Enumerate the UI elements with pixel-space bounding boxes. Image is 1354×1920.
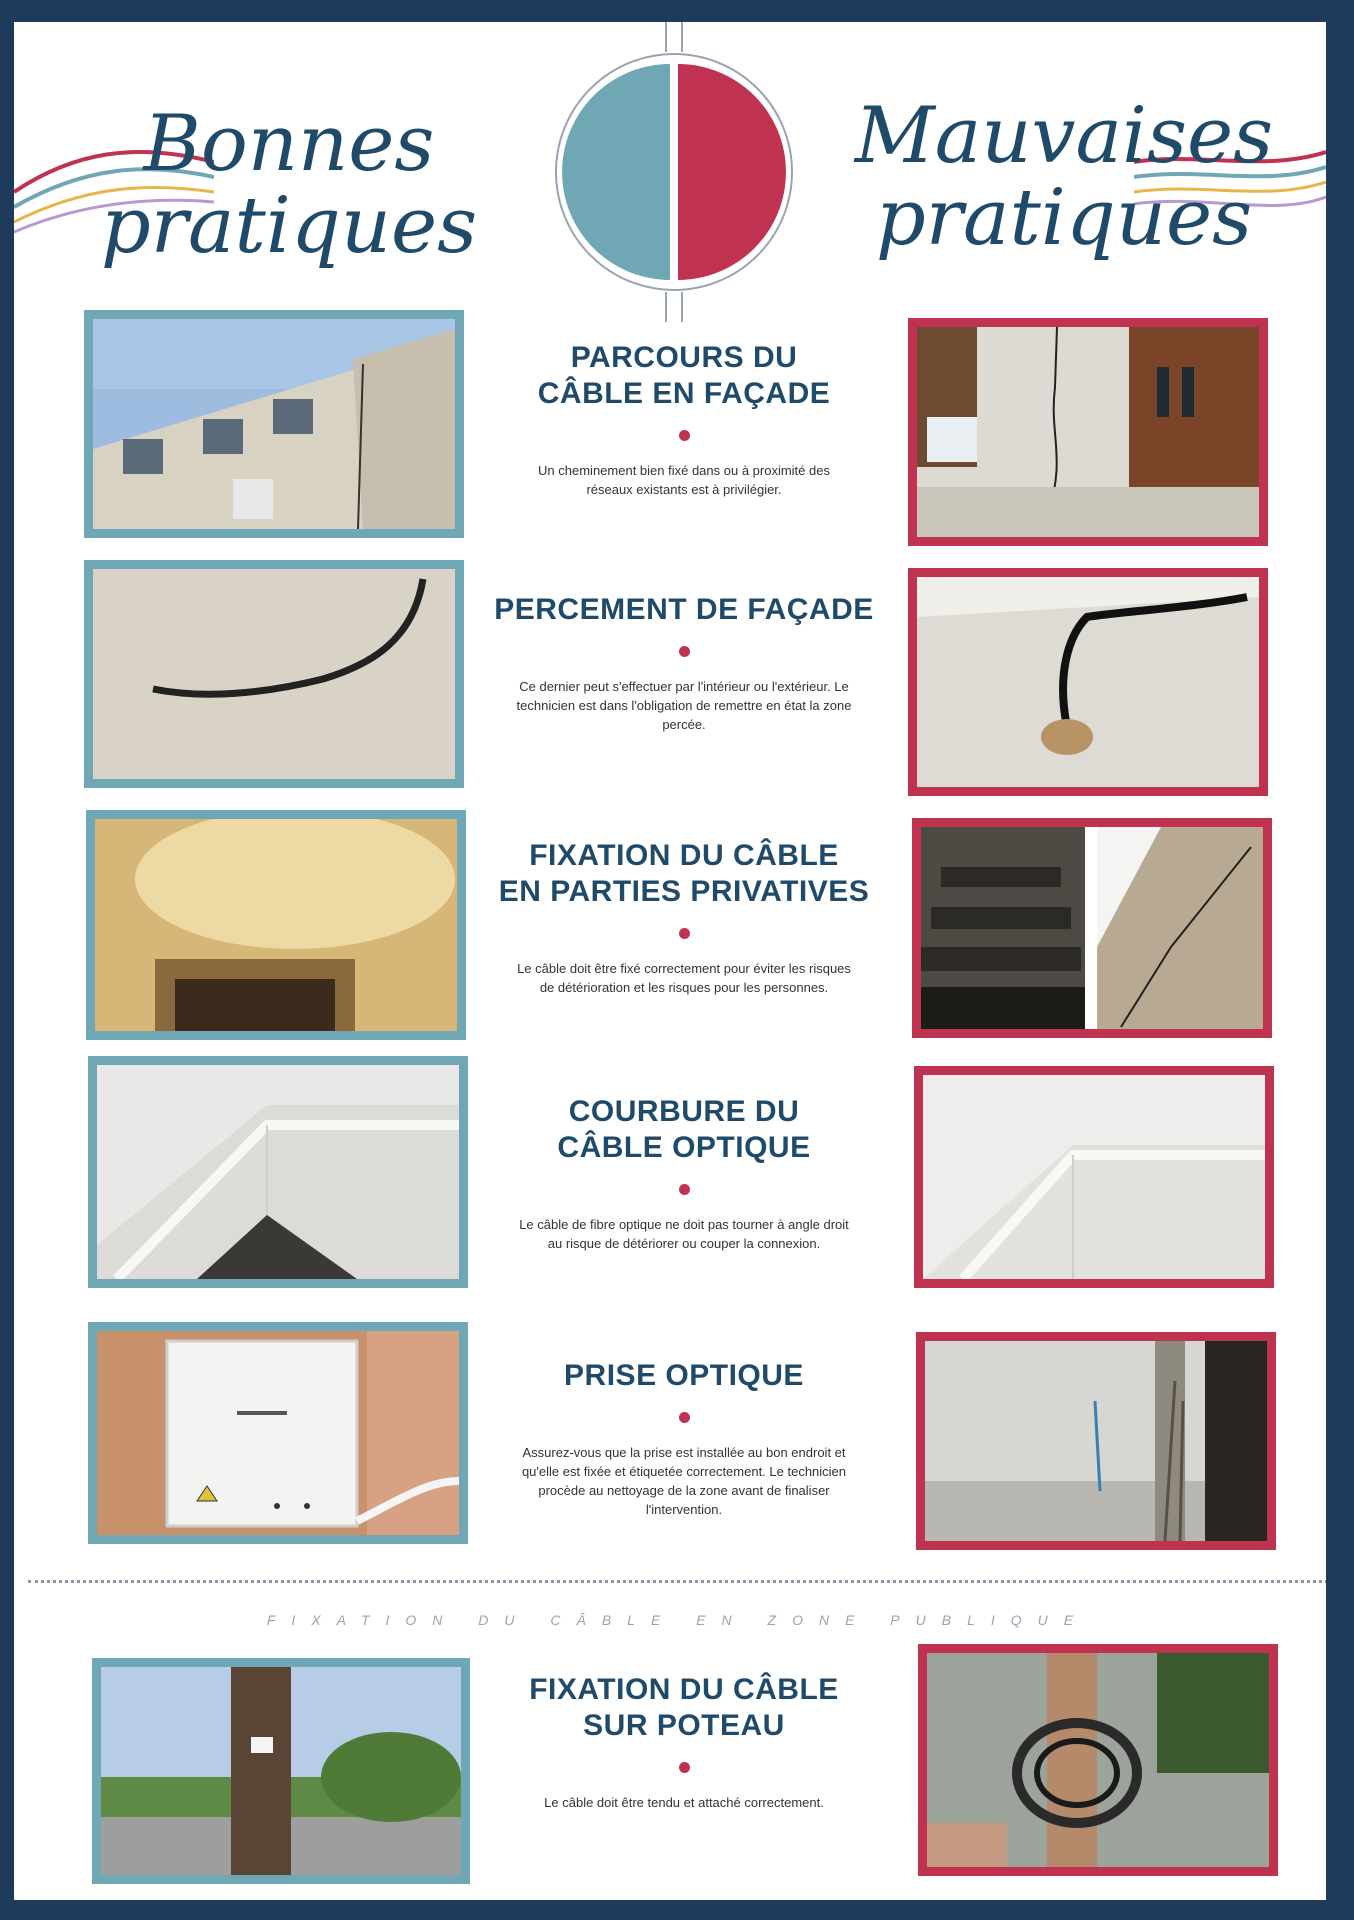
good-photo-cable-bend <box>88 1056 468 1288</box>
section-optical-outlet <box>474 1358 894 1519</box>
good-photo-optical-outlet <box>88 1322 468 1544</box>
good-photo-pole <box>92 1658 470 1884</box>
section-description: Le câble doit être fixé correctement pour éviter les risques de détérioration et les risques pour les personnes. <box>517 961 851 995</box>
bad-photo-facade-drilling <box>908 568 1268 796</box>
section-title-line-1: FIXATION DU CÂBLE <box>529 839 839 872</box>
bullet-dot <box>679 646 690 657</box>
section-title <box>474 1094 894 1166</box>
section-private-fixing <box>474 838 894 997</box>
section-title-line-2: CÂBLE EN FAÇADE <box>537 377 831 410</box>
section-facade-drilling <box>474 592 894 734</box>
section-title <box>474 592 894 628</box>
bullet-dot <box>679 1762 690 1773</box>
section-title-line-2: EN PARTIES PRIVATIVES <box>498 875 870 908</box>
bad-photo-facade-cable <box>908 318 1268 546</box>
section-title <box>474 1672 894 1744</box>
section-pole-fixing <box>474 1672 894 1812</box>
poster <box>14 22 1326 1900</box>
section-title-line-1: PARCOURS DU <box>570 341 798 374</box>
bullet-dot <box>679 928 690 939</box>
good-title-line-2: pratiques <box>100 180 478 271</box>
section-title <box>474 1358 894 1394</box>
section-title-line-2: CÂBLE OPTIQUE <box>557 1131 811 1164</box>
section-description: Assurez-vous que la prise est installée au bon endroit et qu'elle est fixée et étiquetée correctement. Le technicien procède au nettoyage de la zone avant de finaliser l'intervention. <box>521 1445 847 1517</box>
section-title <box>474 838 894 910</box>
good-title-line-1: Bonnes <box>143 99 435 189</box>
section-title-line-2: SUR POTEAU <box>583 1709 785 1742</box>
good-practices-title <box>74 99 504 271</box>
section-title-line-1: PERCEMENT DE FAÇADE <box>494 593 874 626</box>
section-divider <box>28 1580 1326 1583</box>
section-facade-route <box>474 340 894 499</box>
section-description: Ce dernier peut s'effectuer par l'intérieur ou l'extérieur. Le technicien est dans l'obligation de remettre en état la zone percée. <box>516 679 852 732</box>
section-cable-bend <box>474 1094 894 1253</box>
split-circle-logo <box>554 22 794 322</box>
bullet-dot <box>679 1184 690 1195</box>
section-title-line-1: PRISE OPTIQUE <box>564 1359 804 1392</box>
bullet-dot <box>679 430 690 441</box>
section-title-line-1: FIXATION DU CÂBLE <box>529 1673 839 1706</box>
bad-practices-title <box>834 91 1294 263</box>
public-zone-label: FIXATION DU CÂBLE EN ZONE PUBLIQUE <box>266 1612 1090 1628</box>
good-photo-facade-cable <box>84 310 464 538</box>
section-description: Le câble doit être tendu et attaché correctement. <box>544 1795 824 1810</box>
bad-photo-optical-outlet <box>916 1332 1276 1550</box>
section-title <box>474 340 894 412</box>
good-photo-private-area <box>86 810 466 1040</box>
bad-title-line-2: pratiques <box>875 172 1253 263</box>
section-description: Un cheminement bien fixé dans ou à proximité des réseaux existants est à privilégier. <box>538 463 830 497</box>
bad-photo-private-area <box>912 818 1272 1038</box>
bad-photo-pole <box>918 1644 1278 1876</box>
good-photo-facade-drilling <box>84 560 464 788</box>
section-title-line-1: COURBURE DU <box>568 1095 800 1128</box>
bad-title-line-1: Mauvaises <box>854 91 1274 181</box>
bad-photo-cable-bend <box>914 1066 1274 1288</box>
section-description: Le câble de fibre optique ne doit pas tourner à angle droit au risque de détériorer ou couper la connexion. <box>519 1217 849 1251</box>
bullet-dot <box>679 1412 690 1423</box>
